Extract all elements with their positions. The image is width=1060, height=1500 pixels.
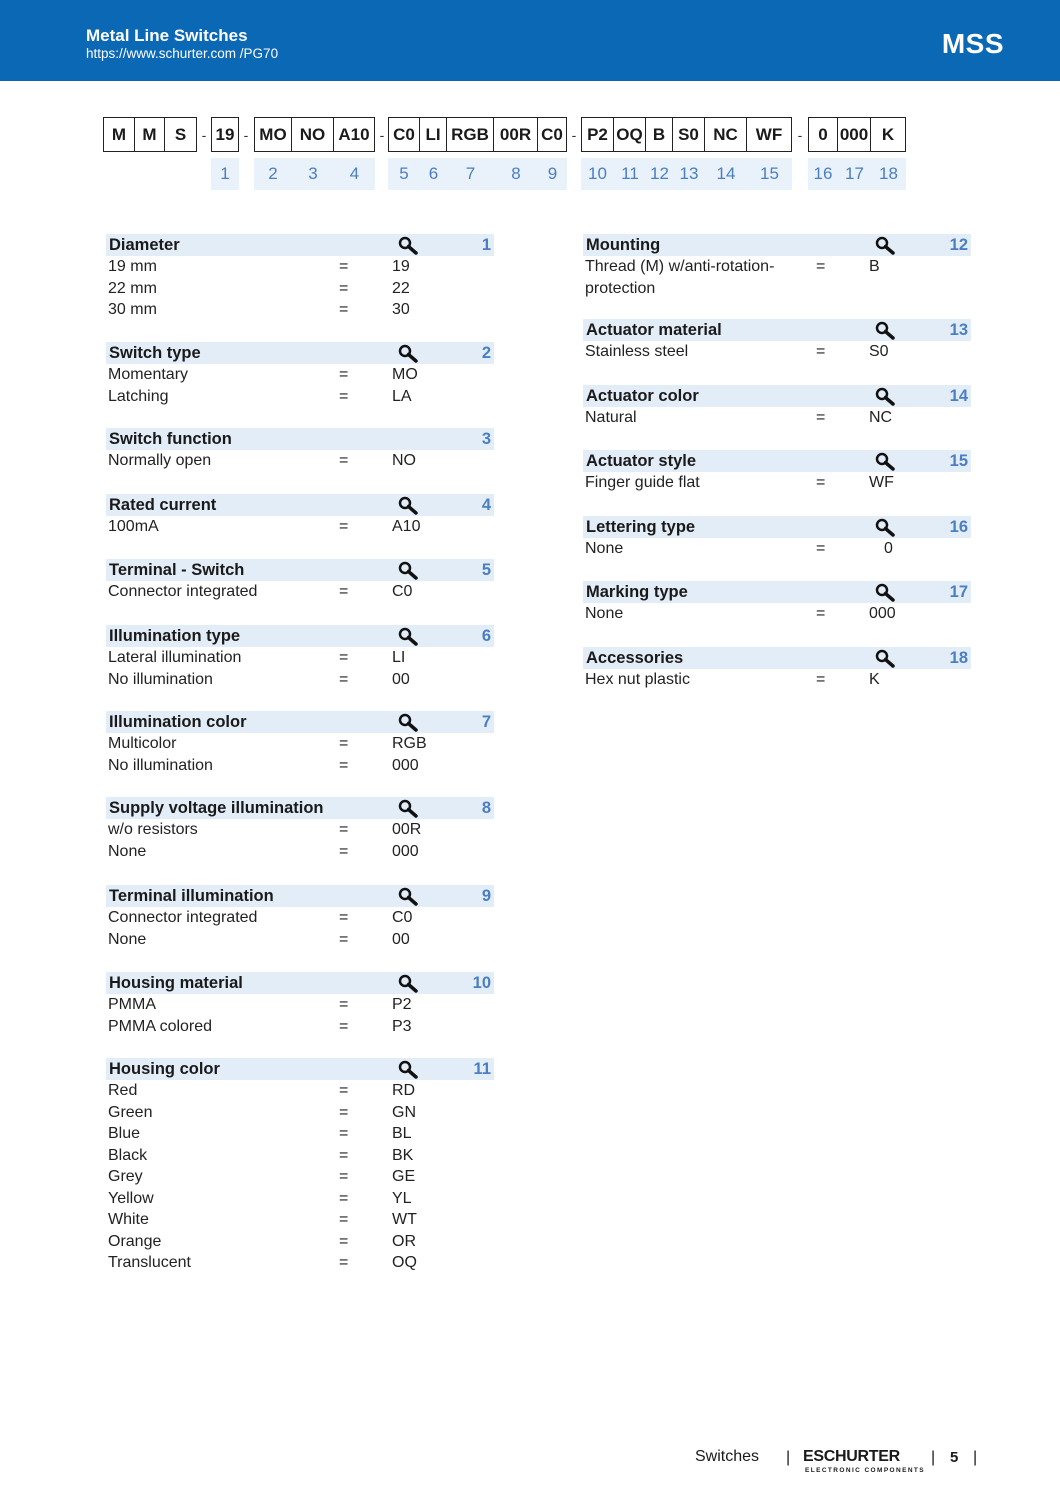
option-code: C0 <box>392 909 413 926</box>
option-label: Hex nut plastic <box>585 671 690 688</box>
option-row <box>106 755 494 777</box>
option-code: 000 <box>869 605 896 622</box>
option-group-illumination-color <box>106 711 494 776</box>
group-header <box>106 342 494 364</box>
option-group-actuator-material <box>583 319 971 363</box>
option-group-housing-material <box>106 972 494 1037</box>
group-header <box>583 516 971 538</box>
footer-separator: | <box>931 1449 936 1466</box>
equals-sign: = <box>816 258 826 275</box>
option-code: C0 <box>392 583 413 600</box>
option-code: RGB <box>392 735 427 752</box>
option-code: OR <box>392 1232 416 1250</box>
code-position-number: 13 <box>673 158 705 190</box>
code-separator: - <box>201 127 207 143</box>
option-row <box>106 1080 494 1102</box>
option-label: White <box>108 1211 149 1228</box>
option-code: OQ <box>392 1254 417 1271</box>
option-code: RD <box>392 1082 416 1099</box>
code-position-number: 1 <box>211 158 239 190</box>
equals-sign: = <box>339 996 349 1013</box>
group-title: Marking type <box>586 583 688 601</box>
equals-sign: = <box>339 518 349 535</box>
code-cell: K <box>870 117 906 152</box>
option-row <box>583 407 971 429</box>
option-label: Finger guide flat <box>585 474 700 491</box>
option-row <box>106 647 494 669</box>
equals-sign: = <box>339 821 349 838</box>
group-header <box>583 234 971 256</box>
option-group-rated-current <box>106 494 494 538</box>
code-cell: S <box>164 117 197 152</box>
option-label: 22 mm <box>108 279 157 297</box>
magnifier-icon[interactable] <box>874 452 896 471</box>
group-header <box>106 625 494 647</box>
option-label: 100mA <box>108 518 159 535</box>
option-group-switch-function <box>106 428 494 472</box>
option-code: GE <box>392 1168 416 1185</box>
code-cell: B <box>645 117 673 152</box>
group-number: 1 <box>481 236 491 254</box>
equals-sign: = <box>816 343 826 360</box>
group-header <box>583 450 971 472</box>
equals-sign: = <box>816 474 826 491</box>
equals-sign: = <box>339 452 349 469</box>
option-label: Lateral illumination <box>108 649 242 666</box>
magnifier-icon[interactable] <box>397 496 419 515</box>
group-number: 17 <box>949 583 968 601</box>
code-separator: - <box>379 127 385 143</box>
option-row <box>583 538 971 560</box>
option-code: LA <box>392 387 412 405</box>
option-label: 19 mm <box>108 258 157 275</box>
code-position-number: 10 <box>581 158 614 190</box>
option-label: Stainless steel <box>585 343 689 360</box>
equals-sign: = <box>339 670 349 688</box>
code-cell: C0 <box>388 117 420 152</box>
option-row <box>583 341 971 363</box>
code-position-number: 5 <box>388 158 420 190</box>
code-position-number: 8 <box>494 158 538 190</box>
equals-sign: = <box>339 909 349 926</box>
group-header <box>583 647 971 669</box>
logo-tagline: ELECTRONIC COMPONENTS <box>805 1467 926 1474</box>
magnifier-icon[interactable] <box>397 713 419 732</box>
option-label: Translucent <box>108 1254 191 1271</box>
group-number: 9 <box>481 887 491 905</box>
option-row <box>106 669 494 691</box>
group-title: Rated current <box>109 496 217 514</box>
group-number: 16 <box>949 518 968 536</box>
group-number: 15 <box>949 452 968 470</box>
group-number: 3 <box>481 430 491 448</box>
option-code: LI <box>392 649 406 666</box>
code-cell: P2 <box>581 117 614 152</box>
option-code: K <box>869 671 880 688</box>
magnifier-icon[interactable] <box>397 1060 419 1079</box>
equals-sign: = <box>339 1254 349 1271</box>
magnifier-icon[interactable] <box>397 627 419 646</box>
option-row <box>583 256 971 300</box>
group-number: 11 <box>473 1060 491 1078</box>
code-separator: - <box>571 127 577 143</box>
option-label: Latching <box>108 387 169 405</box>
option-row <box>106 994 494 1016</box>
option-code: 30 <box>392 301 410 318</box>
option-code: 00 <box>392 930 410 948</box>
group-header <box>106 494 494 516</box>
group-header <box>106 559 494 581</box>
code-cell: LI <box>419 117 447 152</box>
code-position-number: 7 <box>447 158 494 190</box>
option-label: Black <box>108 1146 148 1164</box>
option-group-actuator-color <box>583 385 971 429</box>
magnifier-icon[interactable] <box>397 887 419 906</box>
equals-sign: = <box>339 279 349 297</box>
option-row <box>106 1209 494 1231</box>
group-title: Supply voltage illumination <box>109 799 324 817</box>
equals-sign: = <box>339 1125 349 1142</box>
header-product-code: MSS <box>941 28 1004 59</box>
option-row <box>106 278 494 300</box>
option-label: Normally open <box>108 452 212 469</box>
equals-sign: = <box>339 301 349 318</box>
equals-sign: = <box>339 1082 349 1099</box>
option-label: Orange <box>108 1232 162 1250</box>
equals-sign: = <box>339 930 349 948</box>
option-code: 22 <box>392 279 410 297</box>
option-code: P3 <box>392 1017 412 1035</box>
group-header <box>106 797 494 819</box>
group-header <box>106 885 494 907</box>
ordering-code <box>103 117 913 197</box>
equals-sign: = <box>816 409 826 426</box>
equals-sign: = <box>816 540 826 557</box>
option-row <box>106 929 494 951</box>
option-label: None <box>585 605 624 622</box>
option-code: BK <box>392 1146 414 1164</box>
code-position-number: 4 <box>334 158 375 190</box>
magnifier-icon[interactable] <box>397 974 419 993</box>
option-code: YL <box>392 1189 412 1207</box>
option-row <box>106 841 494 863</box>
option-group-marking-type <box>583 581 971 625</box>
option-row <box>583 603 971 625</box>
option-code: 000 <box>392 756 419 774</box>
group-number: 5 <box>481 561 491 579</box>
group-title: Switch type <box>109 344 201 362</box>
group-title: Housing color <box>109 1060 220 1078</box>
code-cell: RGB <box>446 117 494 152</box>
option-label: None <box>108 930 147 948</box>
group-number: 13 <box>949 321 968 339</box>
option-group-lettering-type <box>583 516 971 560</box>
equals-sign: = <box>816 671 826 688</box>
code-cell: 0 <box>808 117 838 152</box>
group-header <box>583 581 971 603</box>
equals-sign: = <box>339 1232 349 1250</box>
option-label: Multicolor <box>108 735 177 752</box>
option-group-actuator-style <box>583 450 971 494</box>
option-code: NC <box>869 409 893 426</box>
option-label: Green <box>108 1103 153 1121</box>
option-label: 30 mm <box>108 301 157 318</box>
option-row <box>106 516 494 538</box>
option-label: Natural <box>585 409 637 426</box>
option-row <box>106 1252 494 1274</box>
equals-sign: = <box>339 387 349 405</box>
option-row <box>106 1231 494 1253</box>
code-position-number: 17 <box>838 158 871 190</box>
footer-separator: | <box>973 1449 978 1466</box>
equals-sign: = <box>339 1017 349 1035</box>
option-label: Red <box>108 1082 138 1099</box>
group-number: 12 <box>949 236 968 254</box>
option-code: 00 <box>392 670 410 688</box>
group-header <box>106 428 494 450</box>
option-code: 00R <box>392 821 422 838</box>
option-code: GN <box>392 1103 416 1121</box>
group-header <box>106 1058 494 1080</box>
group-title: Terminal illumination <box>109 887 274 905</box>
magnifier-icon[interactable] <box>397 236 419 255</box>
option-row <box>106 364 494 386</box>
group-number: 18 <box>949 649 968 667</box>
option-row <box>106 907 494 929</box>
option-row <box>106 450 494 472</box>
code-cell: C0 <box>537 117 567 152</box>
code-cell: 00R <box>493 117 538 152</box>
code-cell: A10 <box>333 117 375 152</box>
group-title: Diameter <box>109 236 180 254</box>
group-title: Terminal - Switch <box>109 561 245 579</box>
option-row <box>106 1016 494 1038</box>
option-code: BL <box>392 1125 412 1142</box>
option-code: 0 <box>884 540 893 557</box>
group-number: 14 <box>949 387 968 405</box>
magnifier-icon[interactable] <box>874 649 896 668</box>
option-label: Grey <box>108 1168 143 1185</box>
code-position-number: 3 <box>292 158 334 190</box>
code-position-number: 2 <box>254 158 292 190</box>
equals-sign: = <box>339 583 349 600</box>
code-separator: - <box>243 127 249 143</box>
code-position-number: 18 <box>871 158 906 190</box>
code-cell: NC <box>704 117 747 152</box>
magnifier-icon[interactable] <box>874 518 896 537</box>
group-title: Switch function <box>109 430 232 448</box>
option-label: None <box>585 540 624 557</box>
equals-sign: = <box>339 1103 349 1121</box>
magnifier-icon[interactable] <box>874 583 896 602</box>
equals-sign: = <box>339 1189 349 1207</box>
option-row <box>106 1188 494 1210</box>
equals-sign: = <box>339 1146 349 1164</box>
code-position-number: 6 <box>420 158 447 190</box>
option-label: Blue <box>108 1125 141 1142</box>
magnifier-icon[interactable] <box>397 799 419 818</box>
code-cell: WF <box>746 117 792 152</box>
option-code: WT <box>392 1211 417 1228</box>
option-label: None <box>108 842 147 860</box>
magnifier-icon[interactable] <box>874 321 896 340</box>
group-number: 7 <box>481 713 491 731</box>
group-title: Housing material <box>109 974 243 992</box>
group-title: Actuator color <box>586 387 699 405</box>
group-title: Actuator material <box>586 321 722 339</box>
option-row <box>583 669 971 691</box>
group-header <box>583 385 971 407</box>
header-url[interactable]: https://www.schurter.com /PG70 <box>86 46 279 61</box>
logo-mark: E <box>803 1448 814 1465</box>
code-position-number: 16 <box>808 158 838 190</box>
option-row <box>106 1145 494 1167</box>
option-code: WF <box>869 474 894 491</box>
logo-wordmark: SCHURTER <box>813 1448 900 1465</box>
code-cell: M <box>103 117 135 152</box>
group-title: Accessories <box>586 649 684 667</box>
option-code: 19 <box>392 258 410 275</box>
code-cell: NO <box>291 117 334 152</box>
option-group-accessories <box>583 647 971 691</box>
option-group-terminal-illumination <box>106 885 494 950</box>
code-separator: - <box>797 127 803 143</box>
option-label: Thread (M) w/anti-rotation-protection <box>585 258 775 297</box>
option-row <box>583 472 971 494</box>
option-code: B <box>869 258 880 275</box>
option-row <box>106 386 494 408</box>
code-position-number: 11 <box>614 158 646 190</box>
equals-sign: = <box>339 649 349 666</box>
page-footer <box>0 1446 1060 1486</box>
option-label: Connector integrated <box>108 583 258 600</box>
equals-sign: = <box>339 258 349 275</box>
group-number: 2 <box>481 344 491 362</box>
code-position-number: 9 <box>538 158 567 190</box>
option-code: MO <box>392 366 418 383</box>
schurter-logo <box>803 1448 900 1466</box>
group-title: Illumination type <box>109 627 241 645</box>
option-group-housing-color <box>106 1058 494 1274</box>
option-code: NO <box>392 452 416 469</box>
group-title: Lettering type <box>586 518 696 536</box>
option-row <box>106 1102 494 1124</box>
group-header <box>106 234 494 256</box>
header-title: Metal Line Switches <box>86 26 248 45</box>
option-label: No illumination <box>108 670 213 688</box>
group-number: 10 <box>472 974 491 992</box>
page-header <box>0 0 1060 81</box>
group-header <box>583 319 971 341</box>
group-number: 4 <box>481 496 491 514</box>
option-row <box>106 256 494 278</box>
code-cell: S0 <box>672 117 705 152</box>
option-label: PMMA colored <box>108 1017 213 1035</box>
group-number: 8 <box>481 799 491 817</box>
option-label: Yellow <box>108 1189 154 1207</box>
option-code: P2 <box>392 996 412 1013</box>
option-row <box>106 1123 494 1145</box>
option-group-terminal-switch <box>106 559 494 603</box>
equals-sign: = <box>339 366 349 383</box>
group-title: Illumination color <box>109 713 247 731</box>
code-position-number: 15 <box>747 158 792 190</box>
equals-sign: = <box>339 842 349 860</box>
option-row <box>106 733 494 755</box>
option-row <box>106 299 494 321</box>
footer-separator: | <box>786 1449 791 1466</box>
option-label: No illumination <box>108 756 213 774</box>
option-row <box>106 819 494 841</box>
option-label: Momentary <box>108 366 189 383</box>
group-title: Actuator style <box>586 452 697 470</box>
magnifier-icon[interactable] <box>397 344 419 363</box>
code-cell: M <box>134 117 165 152</box>
code-cell: MO <box>254 117 292 152</box>
option-code: S0 <box>869 343 889 360</box>
option-label: w/o resistors <box>108 821 198 838</box>
equals-sign: = <box>339 1168 349 1185</box>
group-header <box>106 972 494 994</box>
code-cell: 19 <box>211 117 239 152</box>
code-cell: OQ <box>613 117 646 152</box>
code-cell: 000 <box>837 117 871 152</box>
page-number: 5 <box>950 1449 959 1466</box>
equals-sign: = <box>339 735 349 752</box>
group-title: Mounting <box>586 236 661 254</box>
equals-sign: = <box>816 605 826 622</box>
option-group-switch-type <box>106 342 494 407</box>
option-group-diameter <box>106 234 494 321</box>
option-label: PMMA <box>108 996 156 1013</box>
group-header <box>106 711 494 733</box>
code-position-number: 14 <box>705 158 747 190</box>
magnifier-icon[interactable] <box>874 387 896 406</box>
option-code: A10 <box>392 518 421 535</box>
group-number: 6 <box>481 627 491 645</box>
option-group-mounting <box>583 234 971 300</box>
option-group-illumination-type <box>106 625 494 690</box>
equals-sign: = <box>339 1211 349 1228</box>
option-group-supply-voltage-illumination <box>106 797 494 862</box>
option-label: Connector integrated <box>108 909 258 926</box>
option-row <box>106 1166 494 1188</box>
option-row <box>106 581 494 603</box>
code-position-number: 12 <box>646 158 673 190</box>
equals-sign: = <box>339 756 349 774</box>
magnifier-icon[interactable] <box>397 561 419 580</box>
magnifier-icon[interactable] <box>874 236 896 255</box>
option-code: 000 <box>392 842 419 860</box>
footer-section: Switches <box>695 1448 760 1465</box>
